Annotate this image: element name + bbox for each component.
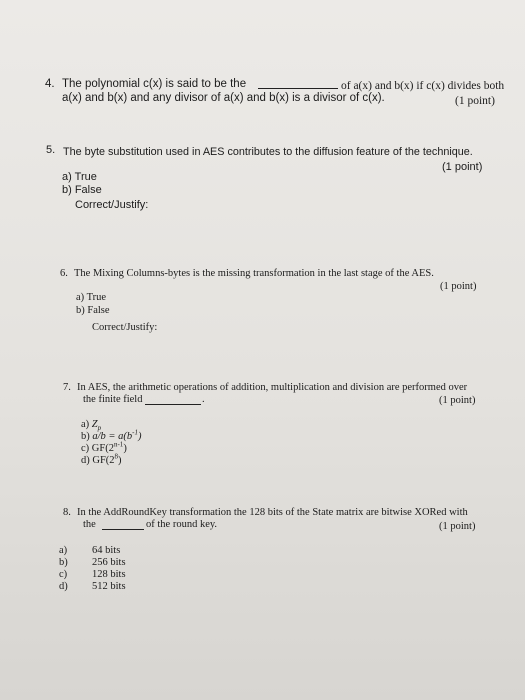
question-5-number: 5. [46,144,56,156]
question-7-option-a-sub: p [97,424,102,433]
question-7-points: (1 point) [439,395,476,406]
question-8-option-c[interactable]: 128 bits [92,569,126,580]
question-5-points: (1 point) [442,161,483,173]
question-6-points: (1 point) [440,281,477,292]
question-7-option-b-text-1: a/b = a(b [92,431,133,442]
question-7-line2-end: . [202,394,205,405]
question-4-number: 4. [45,78,55,90]
question-8-option-c-label: c) [59,569,68,580]
question-4 [45,78,505,112]
question-8-option-a[interactable]: 64 bits [92,545,121,556]
question-8 [59,506,503,606]
question-4-line1b: of a(x) and b(x) if c(x) divides both [341,80,505,92]
question-8-line2a: the [83,519,96,530]
question-6-number: 6. [60,268,68,279]
question-7-option-d-label: d) [81,455,90,466]
question-5-option-b[interactable]: b) False [62,184,102,196]
question-7-option-b-sup: -1 [132,428,138,437]
question-8-blank[interactable] [102,519,144,530]
question-5-correct-label: Correct/Justify: [75,199,149,211]
question-8-number: 8. [63,507,71,518]
question-7-option-a-text: Z [91,419,98,430]
question-4-blank[interactable] [258,78,338,89]
question-5-text: The byte substitution used in AES contributes to the diffusion feature of the technique. [63,146,473,158]
question-6-option-b[interactable]: b) False [76,305,110,316]
question-7-option-d-sup: 8 [114,452,119,461]
question-7-line2: the finite field [83,394,143,405]
question-8-option-b[interactable]: 256 bits [92,557,126,568]
question-4-line1a: The polynomial c(x) is said to be the [62,78,247,90]
question-7-option-b-label: b) [81,431,90,442]
question-7-option-c-text-2: ) [123,443,127,454]
question-5-option-a[interactable]: a) True [62,171,97,183]
question-7-option-c-label: c) [81,443,90,454]
question-7-option-b-text-2: ) [137,431,142,442]
question-6-text: The Mixing Columns-bytes is the missing transformation in the last stage of the AES. [74,268,434,279]
question-4-points: (1 point) [455,95,495,107]
question-8-option-d-label: d) [59,581,68,592]
question-6-correct-label: Correct/Justify: [92,322,158,333]
question-8-line1: In the AddRoundKey transformation the 128 bits of the State matrix are bitwise XORed with [77,507,468,518]
question-4-line2: a(x) and b(x) and any divisor of a(x) and b(x) is a divisor of c(x). [62,92,385,104]
question-6-option-a[interactable]: a) True [76,292,107,303]
question-7-option-c-sup: n-1 [113,440,124,449]
question-7-option-d-text-1: GF(2 [92,455,115,466]
question-7-option-d-text-2: ) [118,455,122,466]
question-7-option-d[interactable] [81,454,122,467]
question-8-option-d[interactable]: 512 bits [92,581,126,592]
question-8-option-b-label: b) [59,557,68,568]
question-6 [60,267,500,337]
question-7-line1: In AES, the arithmetic operations of addition, multiplication and division are performed over [77,382,468,393]
question-7-blank[interactable] [145,394,201,405]
question-8-line2b: of the round key. [146,519,218,530]
question-7 [63,381,503,471]
question-8-points: (1 point) [439,521,476,532]
question-7-number: 7. [63,382,71,393]
question-7-option-c-text-1: GF(2 [91,443,114,454]
question-8-option-a-label: a) [59,545,68,556]
question-5 [46,144,506,216]
question-7-option-a-label: a) [81,419,90,430]
